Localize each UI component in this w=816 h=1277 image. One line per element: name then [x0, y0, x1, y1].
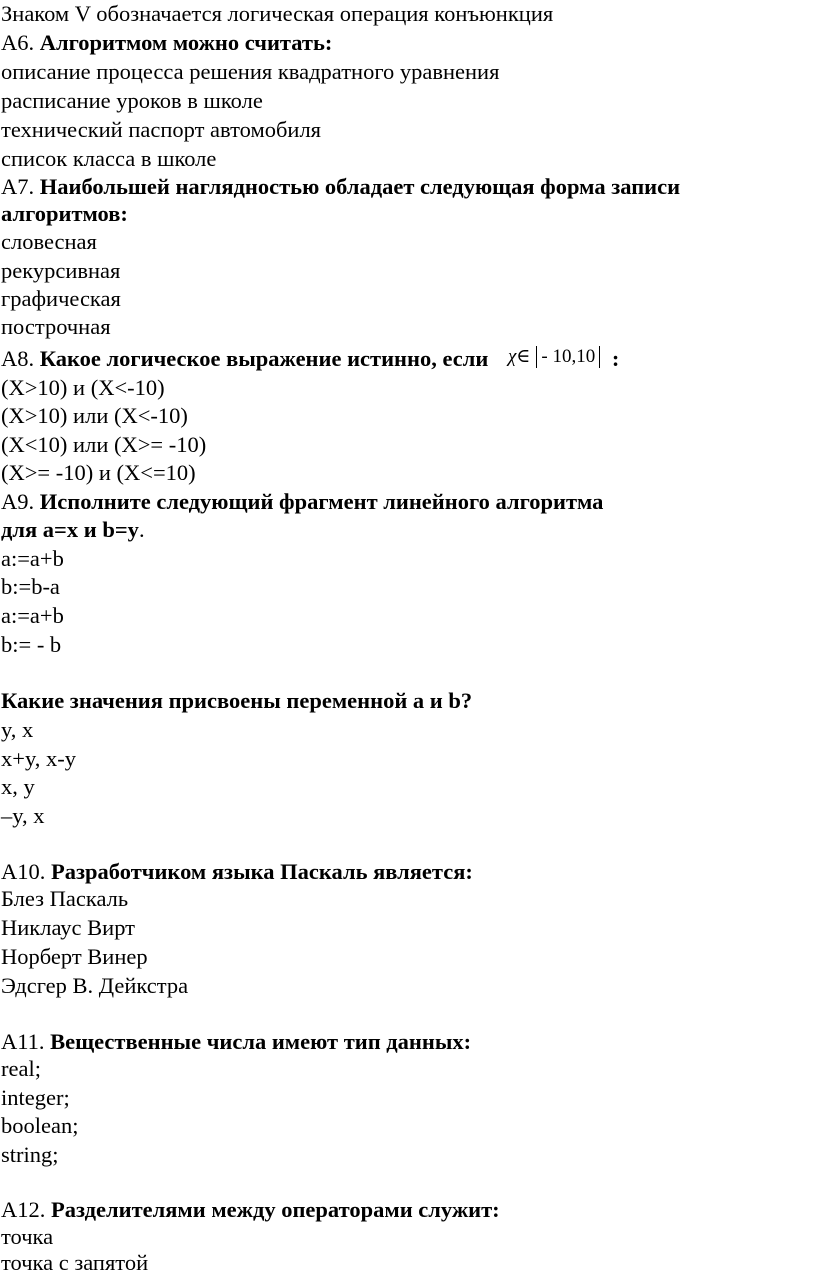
formula-interval: - 10,10 — [536, 346, 600, 368]
option: x, y — [1, 774, 35, 799]
option: Эдсгер В. Дейкстра — [1, 973, 189, 998]
question-text: Алгоритмом можно считать: — [39, 30, 333, 55]
question-a10 — [1, 858, 473, 886]
option: точка — [1, 1224, 54, 1249]
option: точка с запятой — [1, 1250, 149, 1275]
option: рекурсивная — [1, 258, 121, 283]
question-text: Наибольшей наглядностью обладает следующая форма записи — [39, 174, 681, 199]
option: построчная — [1, 314, 111, 339]
option: –y, x — [1, 803, 45, 828]
option: integer; — [1, 1085, 70, 1110]
question-text: Разработчиком языка Паскаль является: — [51, 859, 473, 884]
question-text: Разделителями между операторами служит: — [51, 1197, 500, 1222]
formula-variable: χ∈ — [507, 346, 531, 367]
question-a11 — [1, 1028, 471, 1056]
question-text: Вещественные числа имеют тип данных: — [50, 1029, 472, 1054]
question-text: алгоритмов: — [1, 201, 128, 226]
question-number: А9. — [1, 489, 35, 514]
option: описание процесса решения квадратного уравнения — [1, 59, 500, 84]
option: (X>10) и (X<-10) — [1, 375, 165, 400]
option: графическая — [1, 286, 121, 311]
question-a7-continued — [1, 200, 128, 228]
option: словесная — [1, 229, 97, 254]
option: x+y, x-y — [1, 746, 76, 771]
option: (X>= -10) и (X<=10) — [1, 460, 196, 485]
question-a12 — [1, 1196, 500, 1224]
question-number: А12. — [1, 1197, 46, 1222]
option: Никлаус Вирт — [1, 915, 135, 940]
option: y, x — [1, 717, 34, 742]
question-a8 — [1, 345, 619, 375]
question-a6 — [1, 29, 332, 57]
intro-line: Знаком V обозначается логическая операция конъюнкция — [1, 1, 554, 26]
option: расписание уроков в школе — [1, 88, 263, 113]
code-line: b:=b-a — [1, 574, 60, 599]
question-text: для a=x и b=y — [1, 517, 139, 542]
question-number: А11. — [1, 1029, 45, 1054]
question-text: Исполните следующий фрагмент линейного алгоритма — [39, 489, 604, 514]
question-number: А8. — [1, 346, 35, 371]
option: Норберт Винер — [1, 944, 148, 969]
code-line: a:=a+b — [1, 603, 64, 628]
question-a9 — [1, 488, 603, 516]
option: Блез Паскаль — [1, 886, 129, 911]
question-number: А10. — [1, 859, 46, 884]
code-line: b:= - b — [1, 632, 62, 657]
option: (X<10) или (X>= -10) — [1, 432, 207, 457]
option: boolean; — [1, 1113, 79, 1138]
question-colon: : — [611, 346, 620, 371]
sub-question: Какие значения присвоены переменной a и b? — [1, 688, 473, 713]
question-a7 — [1, 173, 680, 201]
option: список класса в школе — [1, 146, 217, 171]
option: технический паспорт автомобиля — [1, 117, 322, 142]
question-number: А6. — [1, 30, 35, 55]
option: string; — [1, 1142, 59, 1167]
set-membership-formula — [508, 343, 600, 371]
code-line: a:=a+b — [1, 546, 64, 571]
question-text: Какое логическое выражение истинно, если — [39, 346, 489, 371]
option: (X>10) или (X<-10) — [1, 403, 188, 428]
question-number: А7. — [1, 174, 35, 199]
question-a9-continued: для a=x и b=y. — [1, 517, 145, 542]
option: real; — [1, 1056, 41, 1081]
